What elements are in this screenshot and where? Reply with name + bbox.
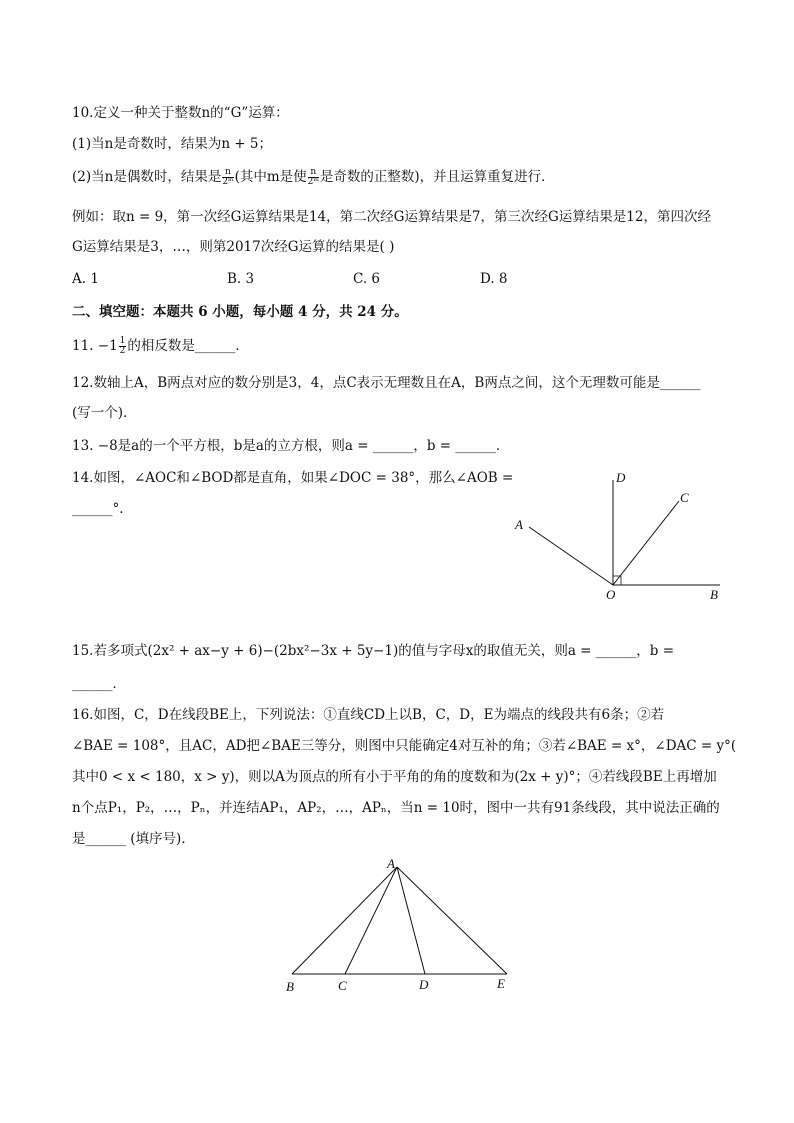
fraction-denominator: 2ᵐ [307,177,319,187]
segment-ae [397,867,507,974]
fraction-numerator: n [222,168,233,178]
q11 [72,337,249,356]
q10-rule2-fraction-2 [308,168,319,187]
q10-example-line1: 例如：取n = 9，第一次经G运算结果是14，第二次经G运算结果是7，第三次经G运算结果是12，第四次经 [72,209,711,225]
segment-ac [345,867,397,974]
q16-line3: 其中0 < x < 180，x > y)，则以A为顶点的所有小于平角的角的度数和为(2x + y)°；④若线段BE上再增加 [72,769,717,785]
segment-ab [292,867,397,974]
q13: 13. −8是a的一个平方根，b是a的立方根，则a = ______，b = ______． [72,438,510,454]
label-c: C [680,490,689,505]
q14-angle-figure [505,465,735,610]
label-e: E [497,976,505,991]
ray-oa [529,527,613,585]
q10-rule2-fraction [222,168,233,187]
q12-line2: (写一个)． [72,405,137,421]
q10-choice-b: B. 3 [227,271,255,287]
q15-line1: 15.若多项式(2x² + ax−y + 6)−(2bx²−3x + 5y−1)的值与字母x的取值无关，则a = ______，b = [72,643,675,659]
label-a: A [515,517,523,532]
label-d: D [419,977,429,992]
q10-choice-d: D. 8 [480,271,508,287]
label-d: D [616,470,626,485]
q10-rule2 [72,168,555,187]
label-b: B [286,979,294,994]
q11-suffix: 的相反数是______． [127,338,249,354]
q15-line2: ______． [72,676,126,692]
q11-mixed-fraction [119,337,127,356]
q16-line1: 16.如图，C，D在线段BE上，下列说法：①直线CD上以B，C，D，E为端点的线段共有6条；②若 [72,707,665,723]
label-a: A [387,856,395,871]
fraction-denominator: 2ᵐ [222,177,234,187]
q16-line5: 是______ (填序号)． [72,831,195,847]
fraction-numerator: n [308,168,319,178]
q10-rule2-part-b: (其中m是使 [234,169,307,185]
label-o: O [606,587,616,602]
q12-line1: 12.数轴上A，B两点对应的数分别是3，4，点C表示无理数且在A，B两点之间，这个无理数可能是______ [72,375,701,391]
q10-example-line2: G运算结果是3，…，则第2017次经G运算的结果是( ) [72,239,395,255]
fraction-denominator: 2 [119,346,126,356]
q10-stem: 10.定义一种关于整数n的“G”运算： [72,105,289,121]
q14-line2: ______°. [72,501,124,517]
q16-line4: n个点P₁，P₂，…，Pₙ，并连结AP₁，AP₂，…，APₙ，当n = 10时，图中一共有91条线段，其中说法正确的 [72,800,720,816]
q14-line1: 14.如图，∠AOC和∠BOD都是直角，如果∠DOC = 38°，那么∠AOB = [72,470,514,486]
q10-choice-c: C. 6 [353,271,381,287]
q10-rule1: (1)当n是奇数时，结果为n + 5； [72,136,272,152]
q10-rule2-part-c: 是奇数的正整数)，并且运算重复进行． [319,169,555,185]
q10-rule2-part-a: (2)当n是偶数时，结果是 [72,169,222,185]
fraction-numerator: 1 [119,336,126,346]
label-b: B [710,587,718,602]
q16-line2: ∠BAE = 108°，且AC，AD把∠BAE三等分，则图中只能确定4对互补的角；③若∠BAE = x°，∠DAC = y°( [72,738,737,754]
q10-choice-a: A. 1 [72,271,99,287]
ray-oc [613,501,679,585]
q16-triangle-figure [280,853,520,998]
label-c: C [338,978,347,993]
q11-prefix: 11. −1 [72,338,118,354]
section-2-heading: 二、填空题：本题共 6 小题，每小题 4 分，共 24 分。 [72,304,408,320]
segment-ad [397,867,425,974]
